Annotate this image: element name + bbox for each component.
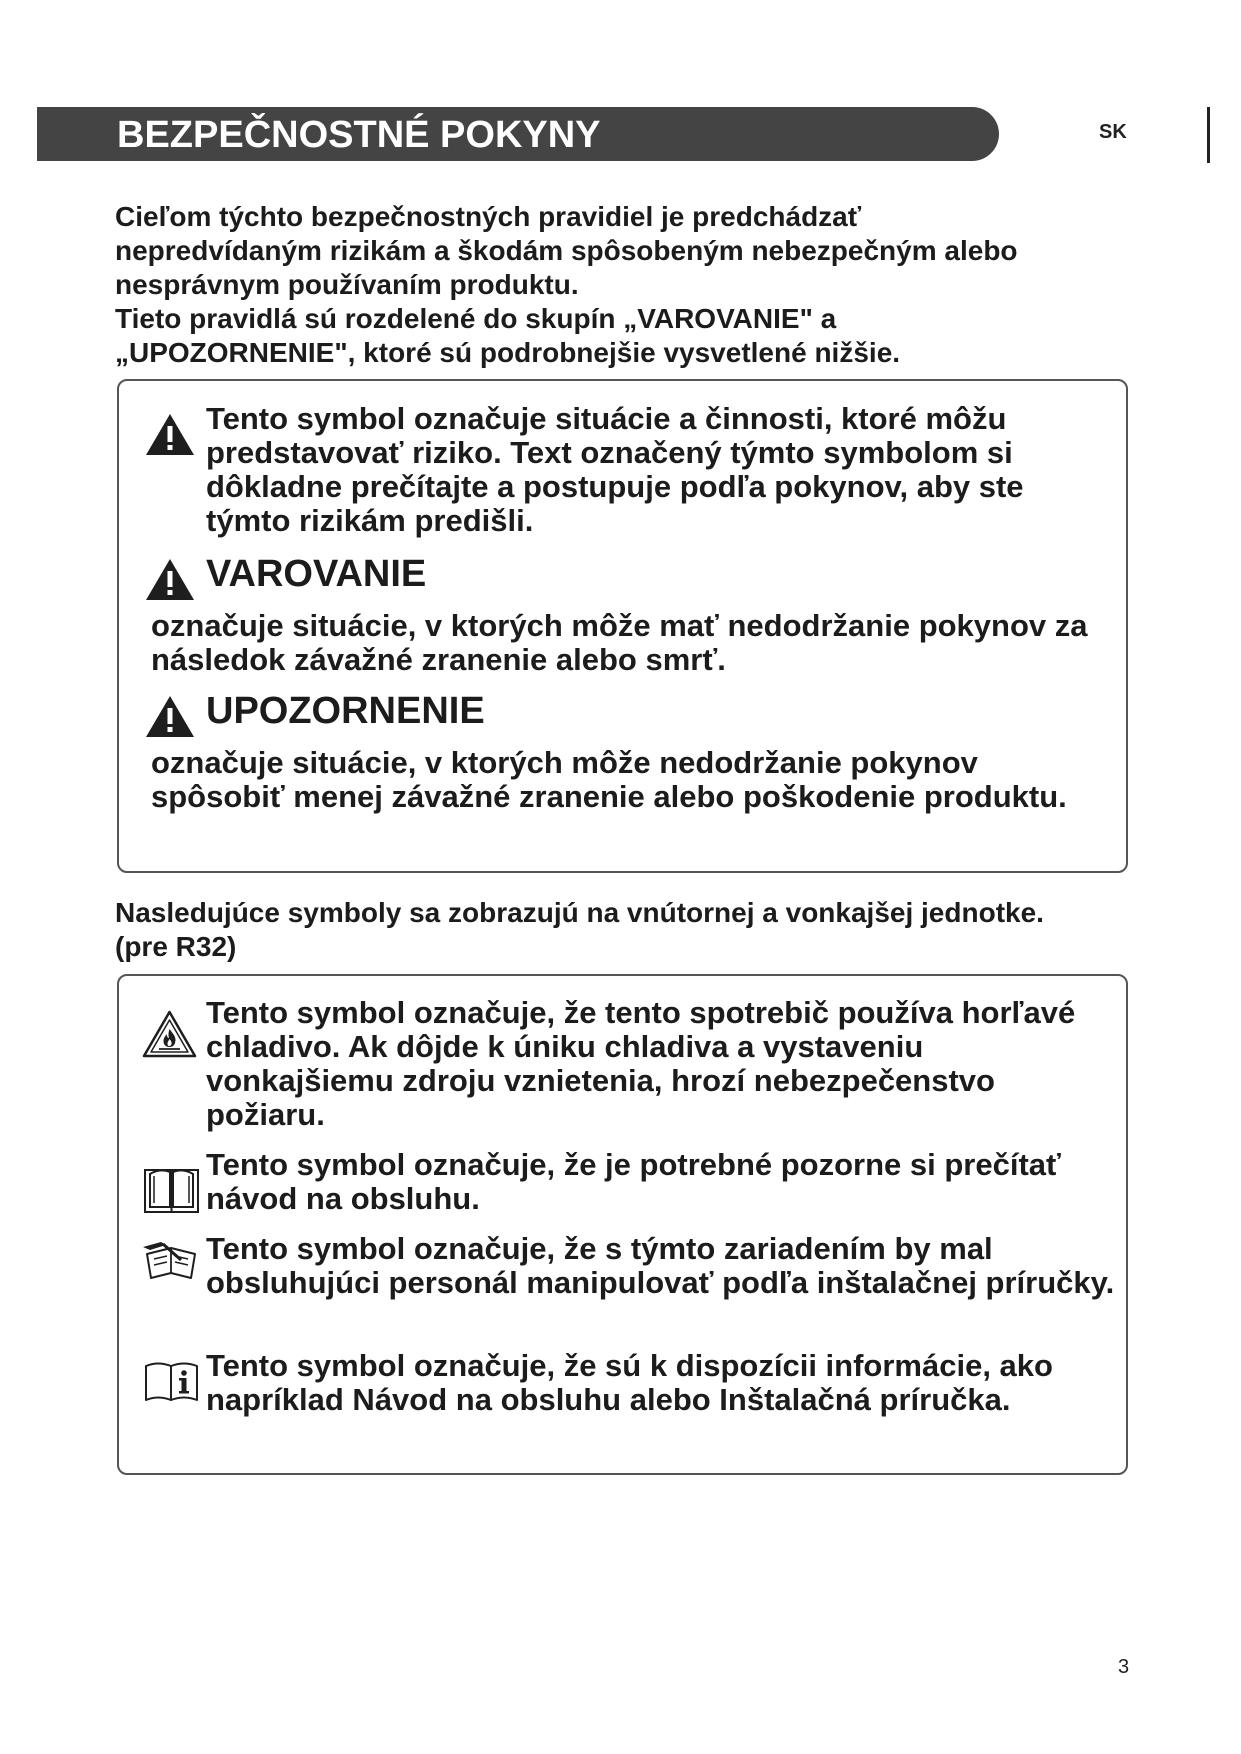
symbol-item-text: Tento symbol označuje, že s týmto zariadením by mal obsluhujúci personál manipulovať podľa inštalačnej príručky. bbox=[206, 1231, 1115, 1300]
info-book-icon bbox=[143, 1358, 200, 1405]
symbol-item-text: Tento symbol označuje, že je potrebné pozorne si prečítať návod na obsluhu. bbox=[206, 1147, 1061, 1216]
symbol-item-text: Tento symbol označuje, že tento spotrebič používa horľavé chladivo. Ak dôjde k úniku chladiva a vystaveniu vonkajšiemu zdroju vznietenia, hrozí nebezpečenstvo požiaru. bbox=[206, 995, 1076, 1132]
caution-heading: UPOZORNENIE bbox=[206, 690, 485, 732]
warning-triangle-icon bbox=[144, 412, 196, 457]
intro-text bbox=[115, 200, 1075, 370]
section-title-bar bbox=[37, 107, 999, 161]
page-title: BEZPEČNOSTNÉ POKYNY bbox=[117, 114, 601, 156]
symbol-explanation-text: Tento symbol označuje situácie a činnosti, ktoré môžu predstavovať riziko. Text označený týmto symbolom si dôkladne prečítajte a postupuje podľa pokynov, aby ste týmto rizikám predišli. bbox=[206, 401, 1024, 538]
intro-paragraph-1: Cieľom týchto bezpečnostných pravidiel je predchádzať nepredvídaným rizikám a škodám spôsobeným nebezpečným alebo nesprávnym používaním produktu. bbox=[115, 201, 1018, 300]
symbol-item-text: Tento symbol označuje, že sú k dispozícii informácie, ako napríklad Návod na obsluhu alebo Inštalačná príručka. bbox=[206, 1348, 1053, 1417]
warning-description: označuje situácie, v ktorých môže mať nedodržanie pokynov za následok závažné zranenie alebo smrť. bbox=[151, 608, 1088, 677]
caution-description: označuje situácie, v ktorých môže nedodržanie pokynov spôsobiť menej závažné zranenie alebo poškodenie produktu. bbox=[151, 745, 1067, 814]
intro-paragraph-2: Tieto pravidlá sú rozdelené do skupín „VAROVANIE" a „UPOZORNENIE", ktoré sú podrobnejšie vysvetlené nižšie. bbox=[115, 303, 901, 368]
device-symbols-box bbox=[117, 974, 1128, 1475]
symbols-note: Nasledujúce symboly sa zobrazujú na vnútornej a vonkajšej jednotke. (pre R32) bbox=[115, 897, 1044, 962]
page-number: 3 bbox=[1118, 1656, 1130, 1678]
service-manual-icon bbox=[141, 1238, 200, 1285]
warning-heading: VAROVANIE bbox=[206, 553, 427, 595]
manual-book-icon bbox=[143, 1163, 200, 1215]
warning-triangle-icon bbox=[144, 694, 196, 739]
margin-rule bbox=[1207, 107, 1210, 163]
flammable-warning-icon bbox=[141, 1009, 198, 1059]
language-code: SK bbox=[1099, 121, 1127, 143]
warning-legend-box bbox=[117, 379, 1128, 873]
warning-triangle-icon bbox=[144, 557, 196, 602]
